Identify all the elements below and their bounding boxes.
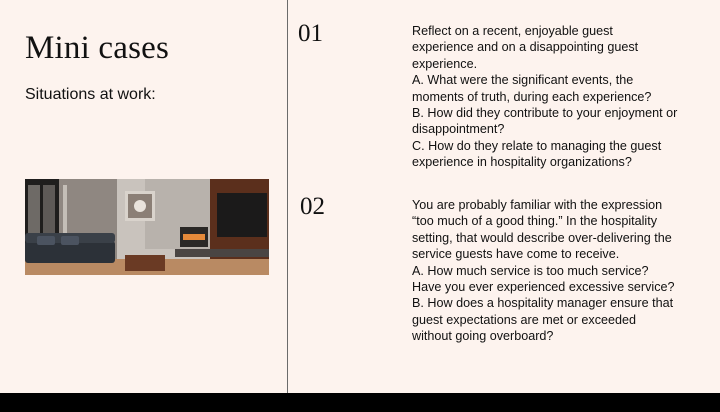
living-room-illustration [25, 179, 269, 275]
slide-title: Mini cases [25, 30, 170, 66]
item-text: Reflect on a recent, enjoyable guest experience and on a disappointing guest experience. A. What were the significant events, the moments of truth, during each experience? B. How did they contribute to your enjoyment or disappointment? C. How do they relate to managing the guest experience in hospitality organizations? [412, 24, 678, 170]
slide-subtitle: Situations at work: [25, 86, 156, 103]
item-number: 02 [300, 193, 325, 220]
vertical-divider [287, 0, 288, 393]
living-room-photo [25, 179, 269, 275]
bottom-bar [0, 393, 720, 412]
item-number: 01 [298, 20, 323, 47]
item-text: You are probably familiar with the expression “too much of a good thing.” In the hospitality setting, that would describe over-delivering the service guests have come to receive. A. How much service is too much service? Have you ever experienced excessive service? B. How does a hospitality manager ensure that guest expectations are met or exceeded without going overboard? [412, 198, 675, 344]
